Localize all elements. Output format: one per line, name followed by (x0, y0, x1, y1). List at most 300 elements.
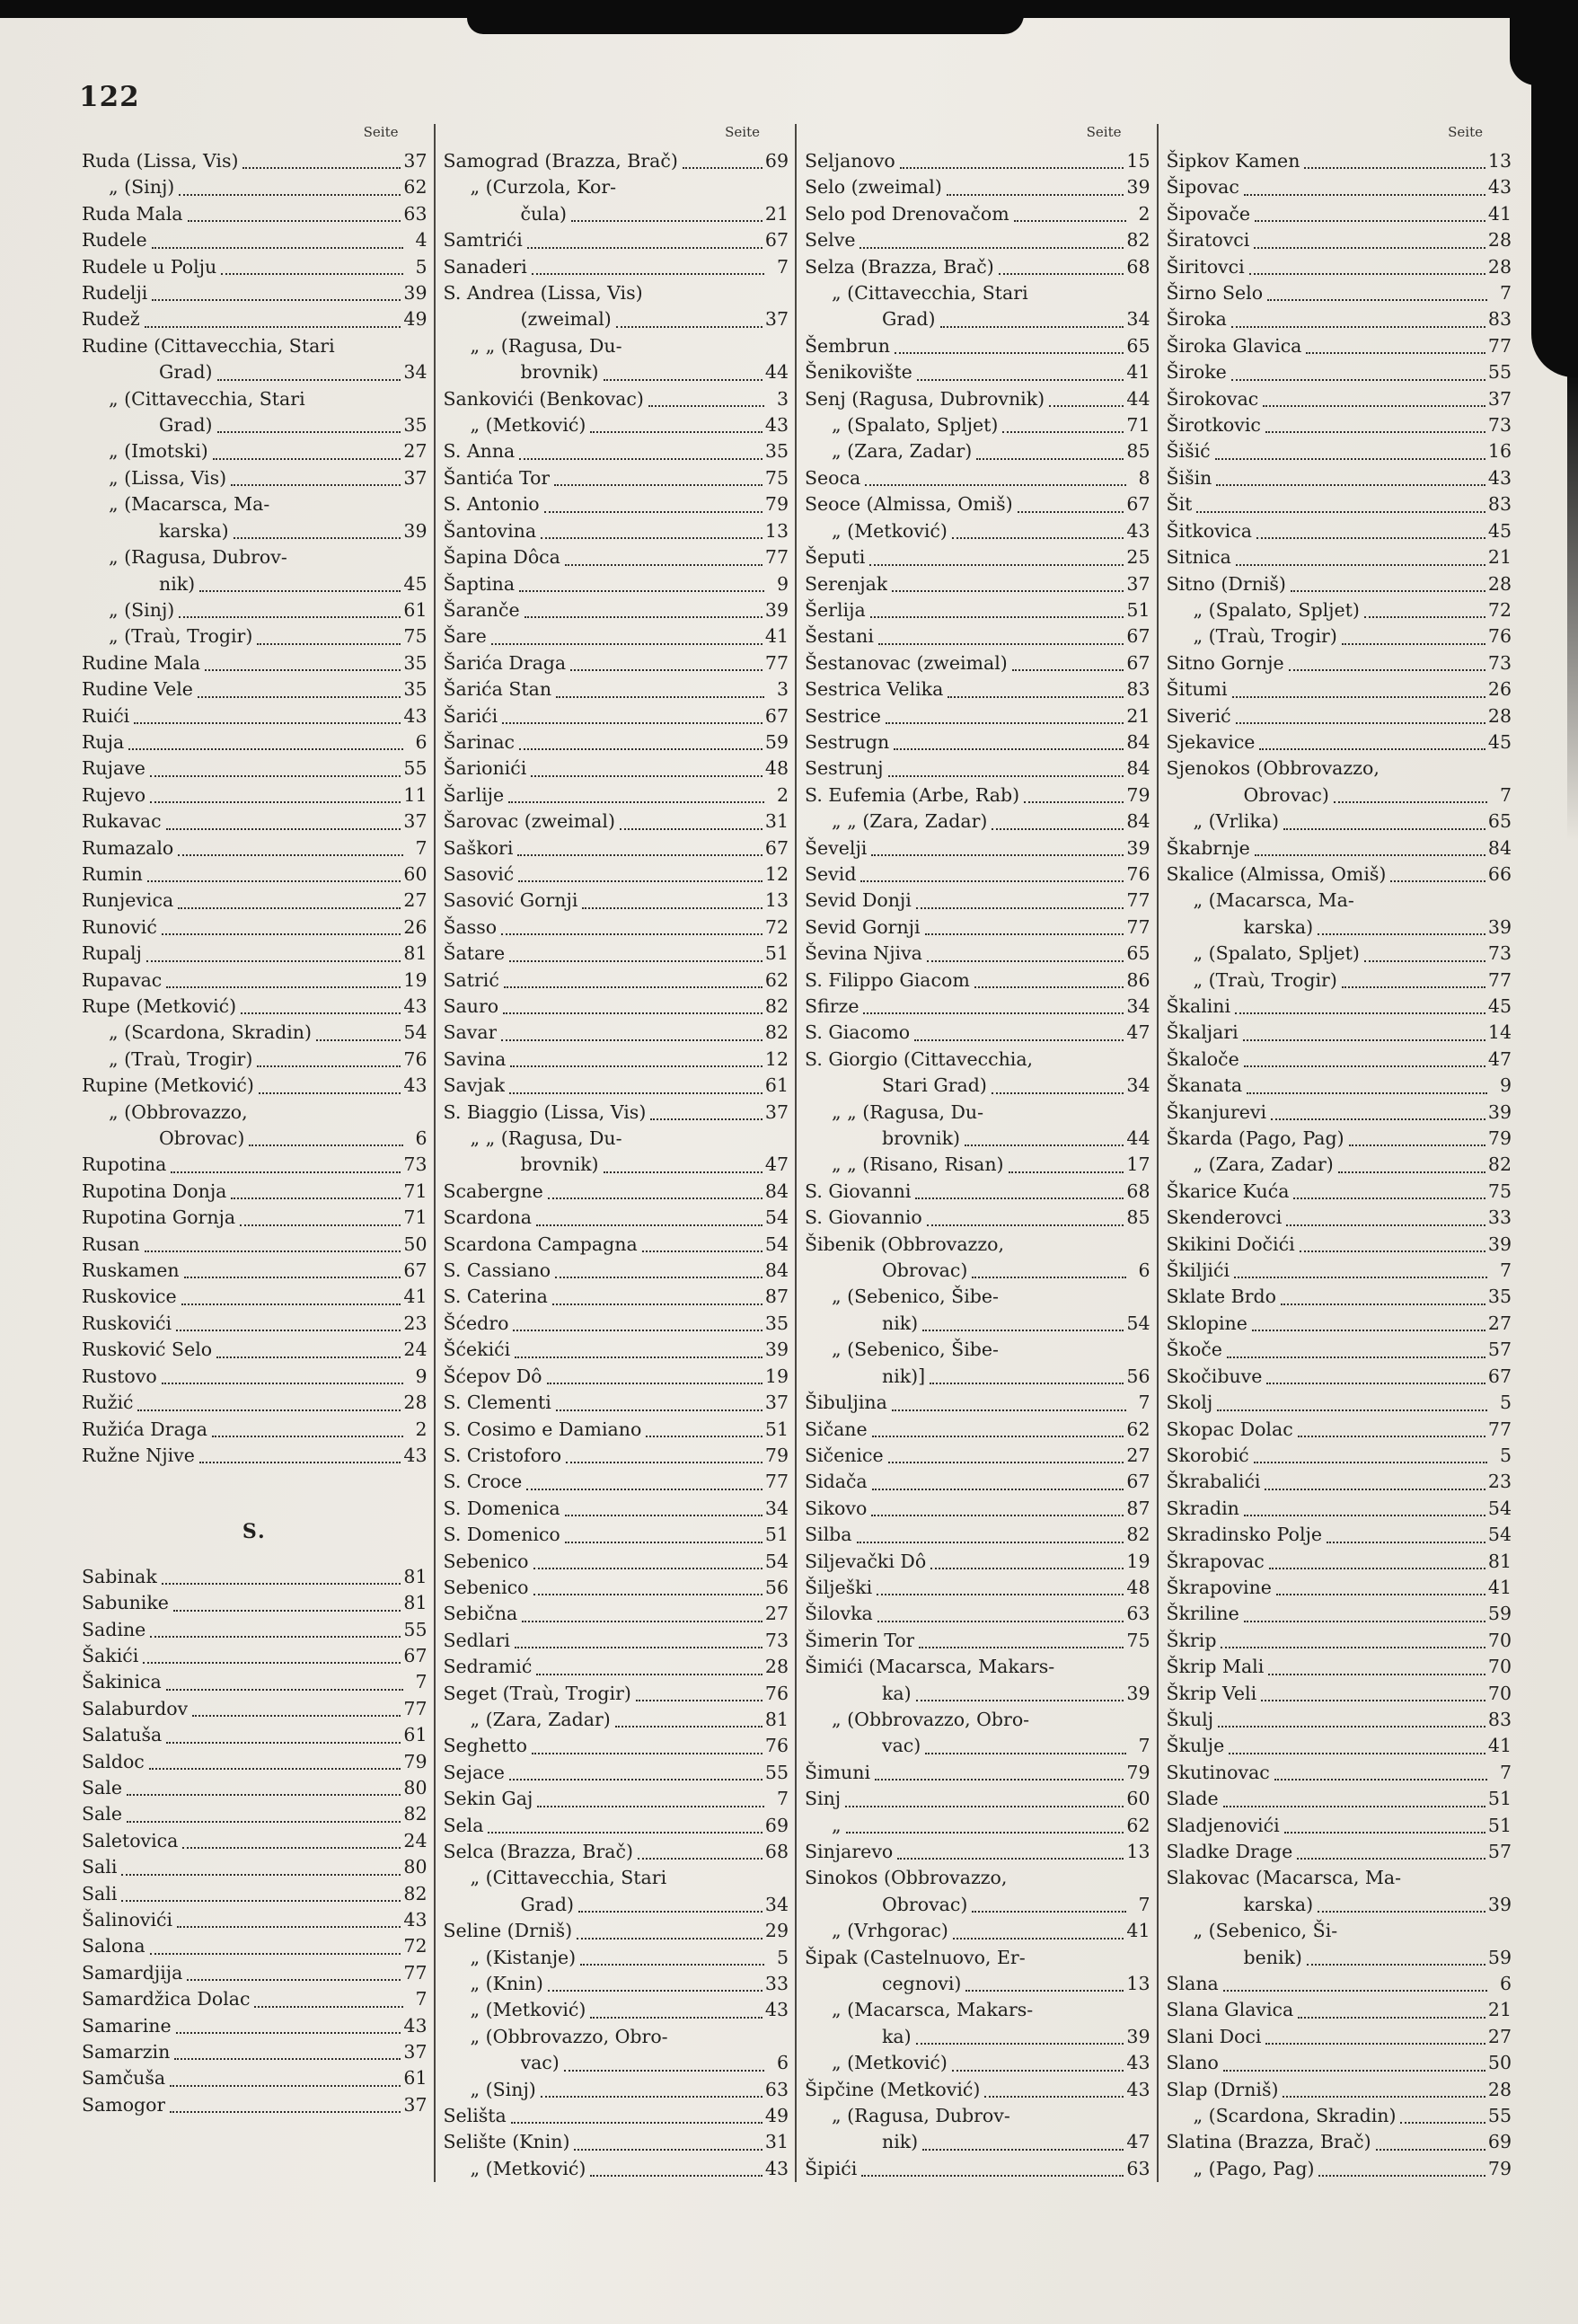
index-entry (805, 835, 1150, 862)
entry-name: S. Domenica (443, 1497, 560, 1519)
entry-name: Škarda (Pago, Pag) (1166, 1127, 1344, 1150)
entry-name: Šipovače (1166, 202, 1250, 225)
dot-leader (976, 458, 1124, 460)
index-entry (1167, 227, 1512, 253)
index-entry (444, 1760, 789, 1786)
entry-name: ka) (882, 2025, 912, 2047)
entry-name: Skorobić (1166, 1444, 1249, 1466)
dot-leader (999, 273, 1124, 275)
entry-name: Škalini (1166, 995, 1231, 1017)
index-entry (1167, 915, 1512, 941)
index-entry (444, 359, 789, 385)
entry-page: 82 (764, 1021, 789, 1044)
dot-leader (544, 511, 763, 513)
dot-leader (555, 1277, 763, 1278)
dot-leader (863, 1012, 1124, 1014)
entry-name: Sitnica (1166, 546, 1231, 569)
index-entry (805, 2156, 1150, 2182)
entry-page: 43 (403, 995, 428, 1017)
index-entry (805, 676, 1150, 703)
dot-leader (565, 564, 763, 566)
dot-leader (1227, 1356, 1485, 1358)
index-entry (444, 1020, 789, 1046)
entry-name: Široka (1166, 308, 1227, 331)
index-entry (444, 1469, 789, 1495)
entry-page: 55 (1487, 2105, 1512, 2127)
entry-name: „ (Spalato, Spljet) (1193, 598, 1360, 621)
index-entry (1167, 2129, 1512, 2155)
entry-name: Saškori (443, 836, 514, 859)
index-entry (805, 729, 1150, 756)
entry-page: 44 (1126, 1127, 1150, 1150)
index-entry (444, 2129, 789, 2155)
dot-leader (1024, 801, 1124, 803)
dot-leader (922, 1330, 1124, 1331)
index-entry (444, 201, 789, 227)
entry-name: Serenjak (805, 572, 888, 595)
dot-leader (257, 1065, 401, 1067)
dot-leader (877, 1594, 1124, 1595)
dot-leader (871, 1515, 1124, 1516)
entry-name: Široke (1166, 361, 1227, 384)
entry-name: Šipovac (1166, 176, 1239, 199)
entry-name: Šipak (Castelnuovo, Er- (805, 1946, 1026, 1968)
section-heading: S. (242, 1520, 267, 1544)
entry-page: 13 (764, 519, 789, 542)
index-entry (1167, 1654, 1512, 1680)
entry-name: Šimići (Macarsca, Makars- (805, 1656, 1055, 1678)
index-entry (805, 809, 1150, 835)
entry-name: Škrapovine (1166, 1576, 1272, 1598)
dot-leader (173, 1610, 401, 1612)
entry-page: 37 (403, 466, 428, 489)
entry-name: nik) (882, 2131, 919, 2153)
entry-name: Škaloče (1166, 1047, 1239, 1070)
index-entry (1167, 491, 1512, 517)
entry-page: 47 (764, 1153, 789, 1176)
entry-name: Samtrići (443, 229, 523, 252)
entry-name: nik) (159, 572, 196, 595)
entry-page: 9 (776, 572, 789, 595)
index-entry (82, 782, 428, 809)
index-entry (82, 201, 428, 227)
entry-name: Ruići (82, 704, 130, 727)
index-entry (805, 571, 1150, 597)
entry-name: Rudine Mala (82, 651, 201, 674)
dot-leader (536, 1224, 763, 1226)
index-entry (805, 1258, 1150, 1284)
entry-name: „ (Imotski) (109, 440, 208, 463)
index-entry (444, 2024, 789, 2050)
index-entry (1167, 1575, 1512, 1601)
index-entry (1167, 1020, 1512, 1046)
entry-name: „ (Scardona, Skradin) (109, 1021, 312, 1044)
index-entry (805, 756, 1150, 782)
entry-name: Sinj (805, 1788, 842, 1810)
dot-leader (927, 960, 1124, 962)
dot-leader (897, 1858, 1124, 1860)
dot-leader (1265, 1489, 1485, 1490)
index-entry (444, 1892, 789, 1918)
dot-leader (1267, 299, 1487, 301)
index-entry (1167, 1601, 1512, 1627)
index-entry (82, 888, 428, 914)
entry-page: 76 (1126, 862, 1150, 885)
index-column-4 (1157, 124, 1519, 2182)
index-entry (444, 1311, 789, 1337)
entry-name: čula) (520, 202, 567, 225)
index-entry (805, 597, 1150, 623)
dot-leader (1216, 484, 1485, 486)
dot-leader (870, 616, 1124, 618)
dot-leader (1266, 1383, 1485, 1384)
entry-page: 39 (764, 598, 789, 621)
entry-name: Sjenokos (Obbrovazzo, (1166, 757, 1380, 780)
dot-leader (886, 722, 1124, 724)
entry-page: 34 (764, 1497, 789, 1519)
entry-name: „ (Curzola, Kor- (470, 176, 617, 199)
entry-page: 75 (1487, 1180, 1512, 1202)
index-entry (444, 412, 789, 438)
entry-name: Rukavac (82, 810, 162, 833)
index-entry (1167, 544, 1512, 570)
index-entry (1167, 1417, 1512, 1443)
index-entry (444, 1997, 789, 2023)
entry-name: Sevid (805, 862, 857, 885)
entry-name: Savjak (443, 1074, 506, 1097)
entry-page: 39 (403, 519, 428, 542)
entry-name: Skikini Dočići (1166, 1233, 1295, 1255)
index-entry (82, 1669, 428, 1695)
entry-name: „ (Sebenico, Šibe- (832, 1339, 999, 1361)
entry-page: 7 (1138, 1893, 1150, 1915)
dot-leader (992, 1092, 1124, 1094)
dot-leader (199, 1462, 401, 1463)
entry-name: Ševina Njiva (805, 942, 922, 965)
entry-name: Šaptina (443, 572, 516, 595)
dot-leader (192, 1715, 401, 1717)
entry-name: (zweimal) (520, 308, 612, 331)
entry-page: 7 (776, 1788, 789, 1810)
index-entry (82, 148, 428, 174)
entry-name: Sedramić (443, 1656, 533, 1678)
entry-name: Širotkovic (1166, 414, 1261, 437)
dot-leader (533, 1568, 763, 1569)
index-entry (82, 1390, 428, 1416)
dot-leader (217, 379, 401, 381)
index-entry (805, 2050, 1150, 2076)
entry-page: 71 (403, 1206, 428, 1229)
entry-name: Šimerin Tor (805, 1629, 915, 1651)
entry-page: 6 (1499, 1973, 1512, 1995)
entry-name: Slap (Drniš) (1166, 2078, 1279, 2100)
entry-name: Škaljari (1166, 1021, 1239, 1044)
entry-name: Grad) (159, 361, 213, 384)
entry-name: Šare (443, 625, 487, 648)
index-entry (805, 1522, 1150, 1548)
entry-page: 51 (1126, 598, 1150, 621)
dot-leader (503, 1012, 763, 1014)
entry-name: Škriline (1166, 1603, 1239, 1625)
entry-name: S. Antonio (443, 493, 540, 516)
entry-name: Slakovac (Macarsca, Ma- (1166, 1867, 1401, 1889)
dot-leader (166, 1742, 401, 1744)
entry-page: 11 (403, 783, 428, 806)
index-entry (444, 1733, 789, 1759)
entry-page: 7 (1499, 282, 1512, 305)
entry-page: 84 (764, 1180, 789, 1202)
index-entry (805, 2077, 1150, 2103)
entry-name: Selza (Brazza, Brač) (805, 255, 994, 278)
dot-leader (916, 2043, 1124, 2045)
entry-page: 44 (1126, 387, 1150, 410)
index-entry (82, 174, 428, 200)
index-entry (444, 2050, 789, 2076)
dot-leader (519, 590, 764, 592)
entry-name: Seline (Drniš) (443, 1920, 573, 1942)
entry-page: 39 (1487, 1100, 1512, 1123)
index-column-1 (74, 124, 434, 2182)
entry-page: 41 (1126, 361, 1150, 384)
index-columns (74, 124, 1518, 2182)
index-entry (82, 518, 428, 544)
dot-leader (1018, 511, 1124, 513)
entry-page: 54 (1487, 1524, 1512, 1546)
index-entry (1167, 1232, 1512, 1258)
dot-leader (176, 1330, 401, 1331)
dot-leader (205, 669, 401, 671)
index-entry (444, 1390, 789, 1416)
entry-name: Sičane (805, 1418, 868, 1440)
dot-leader (1289, 669, 1485, 671)
index-entry (1167, 518, 1512, 544)
entry-page: 39 (1487, 915, 1512, 938)
dot-leader (865, 484, 1125, 486)
entry-page: 85 (1126, 440, 1150, 463)
entry-name: Rusan (82, 1233, 140, 1255)
entry-name: Škrip Mali (1166, 1656, 1265, 1678)
dot-leader (878, 643, 1124, 645)
entry-name: Rupotina (82, 1153, 167, 1176)
index-entry (1167, 359, 1512, 385)
entry-name: Sitno Gornje (1166, 651, 1284, 674)
entry-page: 31 (764, 2131, 789, 2153)
dot-leader (1342, 643, 1485, 645)
dot-leader (1298, 2017, 1485, 2019)
entry-page: 45 (403, 572, 428, 595)
index-entry (82, 1179, 428, 1205)
index-entry (805, 782, 1150, 809)
entry-name: nik)] (882, 1365, 926, 1387)
index-entry (1167, 676, 1512, 703)
entry-page: 35 (403, 651, 428, 674)
index-entry (1167, 597, 1512, 623)
entry-name: Runjevica (82, 889, 174, 912)
entry-name: Samarzin (82, 2041, 171, 2063)
entry-page: 79 (764, 493, 789, 516)
entry-name: karska) (1243, 1893, 1314, 1915)
entry-name: Satrić (443, 968, 499, 991)
dot-leader (1249, 273, 1485, 275)
index-entry (82, 1749, 428, 1775)
entry-name: „ „ (Ragusa, Du- (832, 1100, 984, 1123)
index-entry (82, 1907, 428, 1933)
entry-name: Šćekići (443, 1339, 511, 1361)
index-entry (444, 623, 789, 649)
entry-name: Šarovac (zweimal) (443, 810, 615, 833)
index-entry (444, 2103, 789, 2129)
entry-page: 21 (1126, 704, 1150, 727)
entry-name: Runović (82, 915, 157, 938)
entry-name: Obrovac) (882, 1893, 968, 1915)
entry-name: „ (Scardona, Skradin) (1193, 2105, 1397, 2127)
dot-leader (574, 2149, 762, 2151)
dot-leader (166, 986, 401, 988)
dot-leader (1265, 431, 1485, 433)
index-entry (82, 1020, 428, 1046)
entry-name: Samčuša (82, 2067, 166, 2090)
index-entry (805, 1549, 1150, 1575)
dot-leader (522, 1621, 763, 1622)
index-entry (805, 703, 1150, 729)
dot-leader (166, 828, 401, 830)
index-entry (82, 1284, 428, 1310)
dot-leader (171, 1171, 401, 1173)
index-entry (444, 676, 789, 703)
dot-leader (1297, 1858, 1485, 1860)
index-entry (82, 544, 428, 570)
index-entry (1167, 438, 1512, 464)
entry-name: Samardžica Dolac (82, 1988, 251, 2010)
dot-leader (984, 2096, 1124, 2098)
dot-leader (1247, 1092, 1487, 1094)
dot-leader (231, 1197, 401, 1199)
entry-name: Ružne Njive (82, 1444, 195, 1466)
entry-page: 84 (764, 1259, 789, 1282)
entry-page: 3 (776, 678, 789, 701)
index-entry (1167, 809, 1512, 835)
index-entry (444, 1232, 789, 1258)
entry-name: S. Cosimo e Damiano (443, 1418, 642, 1440)
entry-page: 71 (403, 1180, 428, 1202)
dot-leader (1254, 247, 1485, 249)
entry-page: 43 (403, 1444, 428, 1466)
index-entry (82, 994, 428, 1020)
entry-page: 72 (764, 915, 789, 938)
index-entry (444, 254, 789, 280)
entry-page: 47 (1126, 1021, 1150, 1044)
index-entry (1167, 994, 1512, 1020)
dot-leader (121, 1874, 401, 1876)
entry-name: Skradin (1166, 1497, 1239, 1519)
index-entry (1167, 1364, 1512, 1390)
index-entry (444, 1945, 789, 1971)
dot-leader (170, 2111, 401, 2113)
entry-page: 7 (415, 1671, 428, 1693)
index-entry (805, 1945, 1150, 1971)
index-entry (1167, 1892, 1512, 1918)
entry-page: 68 (1126, 255, 1150, 278)
entry-name: Širatovci (1166, 229, 1250, 252)
index-entry (444, 1575, 789, 1601)
entry-name: nik) (882, 1312, 919, 1334)
index-entry (1167, 835, 1512, 862)
dot-leader (1232, 696, 1485, 698)
entry-name: Samardjija (82, 1961, 183, 1984)
dot-leader (948, 696, 1124, 698)
entry-name: Sikovo (805, 1497, 868, 1519)
dot-leader (871, 854, 1124, 856)
entry-page: 41 (764, 625, 789, 648)
dot-leader (895, 352, 1124, 354)
index-entry (1167, 650, 1512, 676)
dot-leader (509, 960, 763, 962)
dot-leader (541, 537, 763, 539)
entry-name: S. Filippo Giacom (805, 968, 970, 991)
entry-page: 49 (764, 2105, 789, 2127)
entry-page: 13 (1126, 1973, 1150, 1995)
index-entry (82, 1881, 428, 1907)
index-entry (805, 438, 1150, 464)
entry-name: Rupotina Gornja (82, 1206, 236, 1229)
dot-leader (930, 1568, 1124, 1569)
index-entry (805, 1786, 1150, 1812)
index-entry (444, 1205, 789, 1231)
entry-name: „ (Obbrovazzo, Obro- (470, 2025, 668, 2047)
dot-leader (1286, 1224, 1485, 1226)
entry-name: Selo pod Drenovačom (805, 202, 1009, 225)
entry-page: 35 (403, 678, 428, 701)
index-entry (805, 1575, 1150, 1601)
entry-name: Siljevački Dô (805, 1550, 927, 1572)
entry-name: Seghetto (443, 1735, 527, 1757)
index-entry (1167, 1522, 1512, 1548)
dot-leader (1259, 748, 1485, 750)
dot-leader (1244, 1065, 1485, 1067)
entry-name: Šantića Tor (443, 466, 551, 489)
entry-name: „ (Metković) (832, 2052, 948, 2074)
entry-name: Rudež (82, 308, 140, 331)
entry-name: Šatare (443, 942, 506, 965)
dot-leader (199, 590, 401, 592)
index-entry (1167, 1179, 1512, 1205)
dot-leader (857, 1542, 1124, 1543)
entry-page: 7 (776, 255, 789, 278)
entry-page: 67 (403, 1259, 428, 1282)
entry-page: 39 (1487, 1893, 1512, 1915)
entry-page: 48 (764, 757, 789, 780)
index-entry (444, 703, 789, 729)
entry-page: 76 (764, 1735, 789, 1757)
entry-name: Samarine (82, 2014, 172, 2037)
entry-page: 28 (1487, 2078, 1512, 2100)
index-entry (805, 254, 1150, 280)
entry-page: 19 (1126, 1550, 1150, 1572)
seite-header: Seite (1086, 124, 1122, 140)
entry-name: Savar (443, 1021, 498, 1044)
entry-name: Rupine (Metković) (82, 1074, 254, 1097)
entry-page: 27 (764, 1603, 789, 1625)
dot-leader (554, 484, 763, 486)
dot-leader (519, 458, 763, 460)
dot-leader (1284, 1832, 1485, 1834)
entry-name: Slana (1166, 1973, 1219, 1995)
entry-name: Sebenico (443, 1550, 529, 1572)
entry-page: 51 (1487, 1814, 1512, 1836)
entry-page: 72 (403, 1935, 428, 1957)
entry-page: 51 (764, 942, 789, 965)
dot-leader (1236, 722, 1485, 724)
